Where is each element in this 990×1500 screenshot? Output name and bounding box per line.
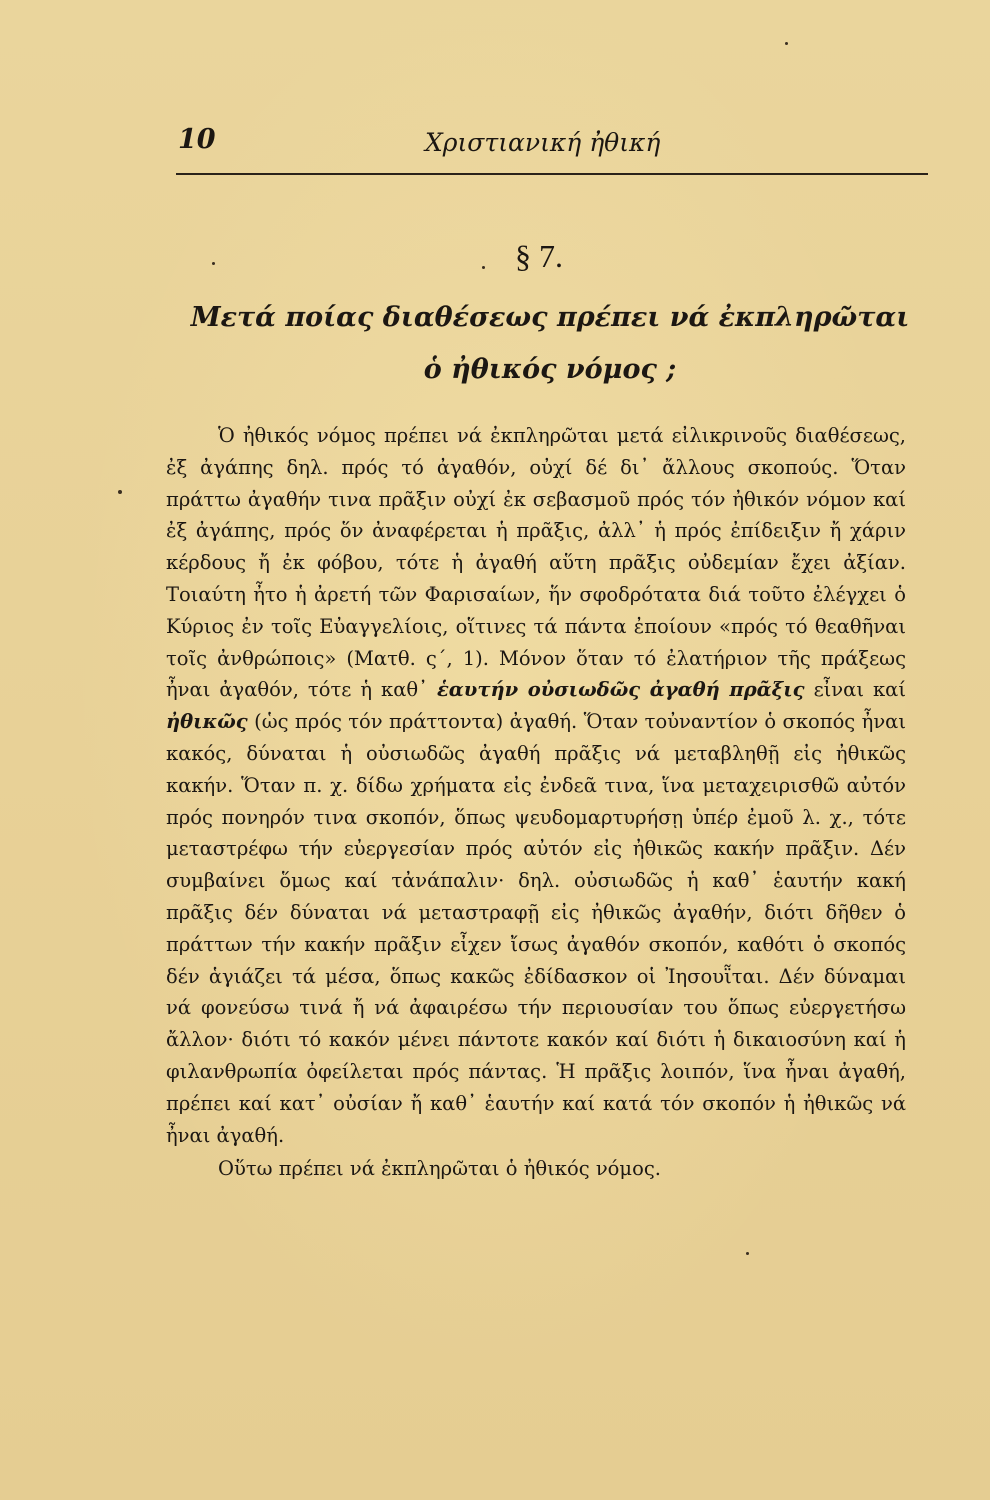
paragraph-conclusion: Οὕτω πρέπει νά ἐκπληρῶται ὁ ἠθικός νόμος. (218, 1157, 661, 1181)
paper-speck (118, 490, 122, 494)
paragraph-main-text-1: Ὁ ἠθικός νόμος πρέπει νά ἐκπληρῶται μετά εἰλικρινοῦς διαθέσεως, ἐξ ἀγάπης δηλ. πρός τό ἀγαθόν, οὐχί δέ δι᾽ ἄλλους σκοπούς. Ὅταν πράττω ἀγαθήν τινα πρᾶξιν οὐχί ἐκ σεβασμοῦ πρός τόν ἠθικόν νόμον καί ἐξ ἀγάπης, πρός ὅν ἀναφέρεται ἡ πρᾶξις, ἀλλ᾽ ἡ πρός ἐπίδειξιν ἤ χάριν κέρδους ἤ ἐκ φόβου, τότε ἡ ἀγαθή αὕτη πρᾶξις οὐδεμίαν ἔχει ἀξίαν. Τοιαύτη ἦτο ἡ ἀρετή τῶν Φαρισαίων, ἥν σφοδρότατα διά τοῦτο ἐλέγχει ὁ Κύριος ἐν τοῖς Εὐαγγελίοις, οἵτινες τά πάντα ἐποίουν «πρός τό θεαθῆναι τοῖς ἀνθρώποις» (Ματθ. ς΄, 1). Μόνον ὅταν τό ἐλατήριον τῆς πράξεως ἦναι ἀγαθόν, τότε ἡ καθ᾽ (166, 424, 906, 702)
paragraph-main (166, 420, 906, 1151)
emphasis-ethically: ἠθικῶς (166, 710, 248, 734)
paragraph-main-text-3: (ὡς πρός τόν πράττοντα) ἀγαθή. Ὅταν τοὐναντίον ὁ σκοπός ἦναι κακός, δύναται ἡ οὐσιωδῶς ἀγαθή πρᾶξις νά μεταβληθῇ εἰς ἠθικῶς κακήν. Ὅταν π. χ. δίδω χρήματα εἰς ἐνδεᾶ τινα, ἵνα μεταχειρισθῶ αὐτόν πρός πονηρόν τινα σκοπόν, ὅπως ψευδομαρτυρήσῃ ὑπέρ ἐμοῦ λ. χ., τότε μεταστρέφω τήν εὐεργεσίαν πρός αὐτόν εἰς ἠθικῶς κακήν πρᾶξιν. Δέν συμβαίνει ὅμως καί τἀνάπαλιν· δηλ. οὐσιωδῶς ἡ καθ᾽ ἑαυτήν κακή πρᾶξις δέν δύναται νά μεταστραφῇ εἰς ἠθικῶς ἀγαθήν, διότι δῆθεν ὁ πράττων τήν κακήν πρᾶξιν εἶχεν ἴσως ἀγαθόν σκοπόν, καθότι ὁ σκοπός δέν ἁγιάζει τά μέσα, ὅπως κακῶς ἐδίδασκον οἱ Ἰησουῗται. Δέν δύναμαι νά φονεύσω τινά ἤ νά ἀφαιρέσω τήν περιουσίαν του ὅπως εὐεργετήσω ἄλλον· διότι τό κακόν μένει πάντοτε κακόν καί διότι ἡ δικαιοσύνη καί ἡ φιλανθρωπία ὀφείλεται πρός πάντας. Ἡ πρᾶξις λοιπόν, ἵνα ἦναι ἀγαθή, πρέπει καί κατ᾽ οὐσίαν ἤ καθ᾽ ἑαυτήν καί κατά τόν σκοπόν ἡ ἠθικῶς νά ἦναι ἀγαθή. (166, 710, 906, 1147)
paper-speck (482, 266, 485, 269)
body-text (166, 420, 906, 1185)
section-title-line-2: ὁ ἠθικός νόμος ; (423, 354, 677, 385)
section-title-line-1: Μετά ποίας διαθέσεως πρέπει νά ἐκπληρῶται (190, 302, 910, 333)
paper-speck (785, 42, 788, 45)
header-rule (176, 173, 928, 175)
running-head-title: Χριστιανική ἠθική (425, 128, 661, 157)
emphasis-essentially-good-act: ἑαυτήν οὐσιωδῶς ἀγαθή πρᾶξις (436, 678, 805, 702)
paper-speck (212, 262, 215, 265)
paragraph-main-text-2: εἶναι καί (813, 678, 907, 702)
section-number: § 7. (515, 238, 563, 274)
section-title (190, 292, 910, 396)
paper-speck (746, 1252, 749, 1255)
page-number: 10 (178, 124, 216, 155)
